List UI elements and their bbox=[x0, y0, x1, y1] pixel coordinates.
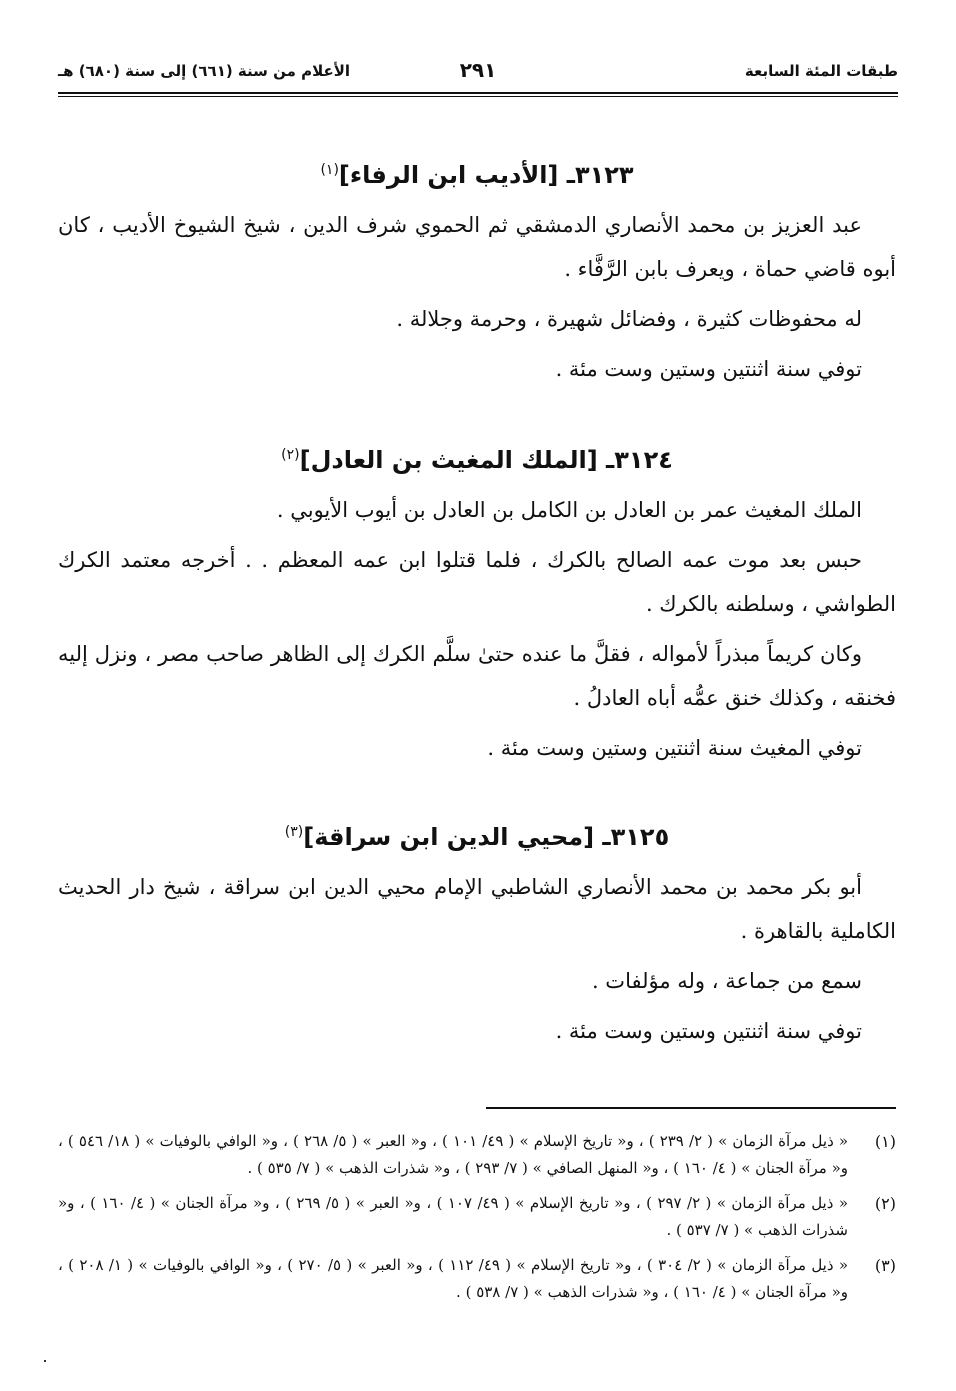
footnote-number: (١) bbox=[874, 1132, 896, 1151]
footnote-ref: (٣) bbox=[284, 824, 304, 840]
entry-paragraph: سمع من جماعة ، وله مؤلفات . bbox=[591, 969, 862, 993]
entry-3123 bbox=[58, 150, 896, 391]
entry-paragraph: أبو بكر محمد بن محمد الأنصاري الشاطبي الإمام محيي الدين ابن سراقة ، شيخ دار الحديث الكاملية بالقاهرة . bbox=[58, 875, 896, 943]
footnote bbox=[58, 1128, 896, 1182]
footnote bbox=[58, 1190, 896, 1244]
running-head-left: الأعلام من سنة (٦٦١) إلى سنة (٦٨٠) هـ bbox=[58, 62, 351, 80]
main-text bbox=[58, 150, 896, 1059]
footnotes bbox=[58, 1128, 896, 1314]
running-head-right: طبقات المئة السابعة bbox=[744, 62, 898, 80]
entry-paragraph: الملك المغيث عمر بن العادل بن الكامل بن العادل بن أيوب الأيوبي . bbox=[276, 498, 862, 522]
footnote-ref: (٢) bbox=[281, 447, 300, 463]
header-rule bbox=[58, 92, 898, 94]
entry-paragraph: وكان كريماً مبذراً لأمواله ، فقلَّ ما عنده حتىٰ سلَّم الكرك إلى الظاهر صاحب مصر ، ونزل إليه فخنقه ، وكذلك خنق عمُّه أباه العادلُ . bbox=[58, 642, 896, 710]
footnote bbox=[58, 1252, 896, 1306]
entry-title bbox=[58, 435, 896, 480]
header-rule-thin bbox=[58, 96, 898, 97]
entry-title bbox=[58, 150, 896, 195]
entry-paragraph: توفي المغيث سنة اثنتين وستين وست مئة . bbox=[487, 736, 862, 760]
entry-title-text: ٣١٢٥ـ [محيي الدين ابن سراقة] bbox=[303, 823, 670, 851]
footnote-number: (٢) bbox=[874, 1194, 896, 1213]
footnote-number: (٣) bbox=[874, 1256, 896, 1275]
footnote-text: « ذيل مرآة الزمان » ( ٢/ ٢٣٩ ) ، و« تاريخ الإسلام » ( ٤٩/ ١٠١ ) ، و« العبر » ( ٥/ ٢٦٨ ) ، و« الوافي بالوفيات » ( ١٨/ ٥٤٦ ) ، و« مرآة الجنان » ( ٤/ ١٦٠ ) ، و« المنهل الصافي » ( ٧/ ٢٩٣ ) ، و« شذرات الذهب » ( ٧/ ٥٣٥ ) . bbox=[58, 1132, 849, 1177]
entry-title-text: ٣١٢٤ـ [الملك المغيث بن العادل] bbox=[299, 446, 673, 474]
entry-paragraph: له محفوظات كثيرة ، وفضائل شهيرة ، وحرمة وجلالة . bbox=[396, 307, 862, 331]
footnote-separator bbox=[486, 1107, 896, 1109]
entry-paragraph: حبس بعد موت عمه الصالح بالكرك ، فلما قتلوا ابن عمه المعظم . . أخرجه معتمد الكرك الطواشي ، وسلطنه بالكرك . bbox=[58, 548, 896, 616]
footnote-text: « ذيل مرآة الزمان » ( ٢/ ٢٩٧ ) ، و« تاريخ الإسلام » ( ٤٩/ ١٠٧ ) ، و« العبر » ( ٥/ ٢٦٩ ) ، و« مرآة الجنان » ( ٤/ ١٦٠ ) ، و« شذرات الذهب » ( ٧/ ٥٣٧ ) . bbox=[58, 1194, 848, 1239]
entry-3125 bbox=[58, 812, 896, 1053]
footnote-ref: (١) bbox=[320, 162, 339, 178]
entry-title bbox=[58, 812, 896, 857]
page-number: ٢٩١ bbox=[459, 58, 497, 82]
scan-speck bbox=[44, 1360, 46, 1362]
entry-title-text: ٣١٢٣ـ [الأديب ابن الرفاء] bbox=[338, 161, 634, 189]
entry-3124 bbox=[58, 435, 896, 770]
footnote-text: « ذيل مرآة الزمان » ( ٢/ ٣٠٤ ) ، و« تاريخ الإسلام » ( ٤٩/ ١١٢ ) ، و« العبر » ( ٥/ ٢٧٠ ) ، و« الوافي بالوفيات » ( ١/ ٢٠٨ ) ، و« مرآة الجنان » ( ٤/ ١٦٠ ) ، و« شذرات الذهب » ( ٧/ ٥٣٨ ) . bbox=[58, 1256, 849, 1301]
page-header bbox=[58, 58, 898, 92]
entry-paragraph: توفي سنة اثنتين وستين وست مئة . bbox=[555, 1019, 862, 1043]
entry-paragraph: توفي سنة اثنتين وستين وست مئة . bbox=[555, 357, 862, 381]
entry-paragraph: عبد العزيز بن محمد الأنصاري الدمشقي ثم الحموي شرف الدين ، شيخ الشيوخ الأديب ، كان أبوه قاضي حماة ، ويعرف بابن الرَّفَّاء . bbox=[58, 213, 896, 281]
